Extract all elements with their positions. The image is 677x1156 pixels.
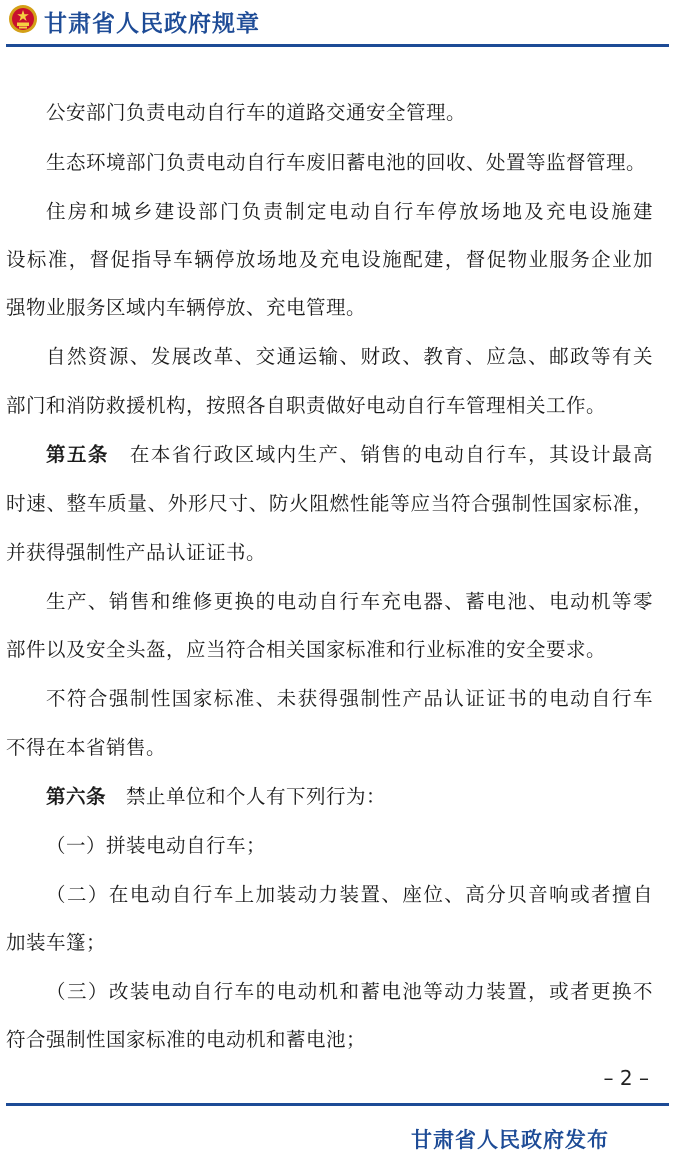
header-divider [6,44,669,47]
article-5-label: 第五条 [46,443,109,466]
paragraph-line: 自然资源、发展改革、交通运输、财政、教育、应急、邮政等有关 [46,345,653,368]
paragraph-line: 不符合强制性国家标准、未获得强制性产品认证证书的电动自行车 [46,687,653,710]
paragraph-line: 住房和城乡建设部门负责制定电动自行车停放场地及充电设施建 [46,200,653,223]
national-emblem-icon [8,4,38,34]
list-item: （三）改装电动自行车的电动机和蓄电池等动力装置，或者更换不 [46,980,653,1003]
paragraph-line: 不得在本省销售。 [6,736,167,759]
footer-divider [6,1103,669,1106]
paragraph-line: 生产、销售和维修更换的电动自行车充电器、蓄电池、电动机等零 [46,590,653,613]
page-header [0,0,677,50]
article-6-label: 第六条 [46,785,107,808]
article-5-text: 在本省行政区域内生产、销售的电动自行车，其设计最高 [129,443,653,466]
article-6-text: 禁止单位和个人有下列行为： [126,785,387,808]
paragraph-line: 部件以及安全头盔，应当符合相关国家标准和行业标准的安全要求。 [6,638,607,661]
list-item: （二）在电动自行车上加装动力装置、座位、高分贝音响或者擅自 [46,883,653,906]
paragraph-line: 设标准，督促指导车辆停放场地及充电设施配建，督促物业服务企业加 [6,248,653,271]
paragraph-line: 公安部门负责电动自行车的道路交通安全管理。 [46,101,467,124]
list-item-continued: 加装车篷； [6,931,107,954]
paragraph-line: 并获得强制性产品认证证书。 [6,541,267,564]
list-item: （一）拼装电动自行车； [46,834,267,857]
paragraph-line: 时速、整车质量、外形尺寸、防火阻燃性能等应当符合强制性国家标准， [6,492,653,515]
header-title: 甘肃省人民政府规章 [44,11,260,37]
paragraph-line: 部门和消防救援机构，按照各自职责做好电动自行车管理相关工作。 [6,394,607,417]
article-5-line [0,441,677,469]
paragraph-line: 生态环境部门负责电动自行车废旧蓄电池的回收、处置等监督管理。 [46,151,647,174]
footer-publisher: 甘肃省人民政府发布 [411,1128,609,1152]
article-6-line [0,783,677,811]
page-number: – 2 – [603,1066,649,1090]
paragraph-line: 强物业服务区域内车辆停放、充电管理。 [6,296,367,319]
list-item-continued: 符合强制性国家标准的电动机和蓄电池； [6,1028,367,1051]
